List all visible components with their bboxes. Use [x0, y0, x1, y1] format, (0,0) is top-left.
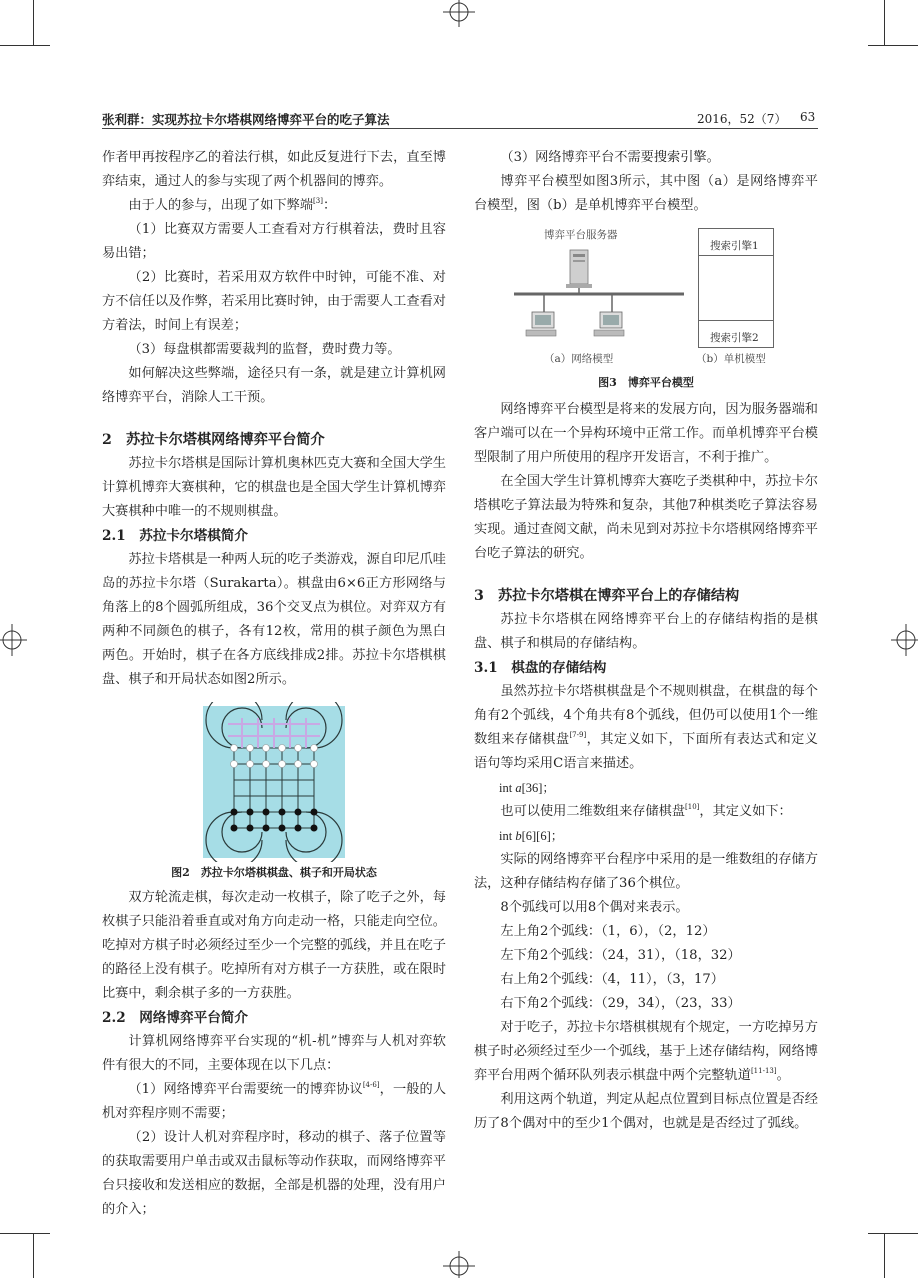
paragraph: 博弈平台模型如图3所示，其中图（a）是网络博弈平台模型，图（b）是单机博弈平台模型。	[474, 174, 818, 213]
paragraph: 双方轮流走棋，每次走动一枚棋子，除了吃子之外，每枚棋子只能沿着垂直或对角方向走动一格，只能走向空位。吃掉对方棋子时必须经过至少一个完整的弧线，并且在吃子的路径上没有棋子。吃掉所有对方棋子一方获胜，或在限时比赛中，剩余棋子多的一方获胜。	[102, 890, 446, 1001]
arc-pair-line: 右下角2个弧线：（29，34），（23，33）	[500, 996, 741, 1011]
citation: [7-9]	[569, 731, 587, 739]
crop-mark-tr-h	[868, 45, 918, 46]
list-item: （3）每盘棋都需要裁判的监督，费时费力等。	[128, 342, 401, 357]
list-item: （3）网络博弈平台不需要搜索引擎。	[500, 150, 720, 165]
running-header-issue: 2016，52（7）	[697, 112, 787, 126]
figure-2-caption: 图2 苏拉卡尔塔棋棋盘、棋子和开局状态	[171, 866, 377, 879]
search-engine-1-label: 搜索引擎1	[710, 240, 759, 252]
paragraph: 由于人的参与，出现了如下弊端[3]：	[128, 197, 337, 213]
list-item: （2）比赛时，若采用双方软件中时钟，可能不准、对方不信任以及作弊，若采用比赛时钟，由于需要人工查看对方着法，时间上有误差；	[102, 270, 446, 333]
subsection-heading: 3.1 棋盘的存储结构	[474, 660, 607, 676]
left-column	[102, 146, 446, 1222]
registration-mark-top	[439, 0, 479, 28]
search-engine-2-label: 搜索引擎2	[710, 332, 759, 344]
header-rule	[102, 128, 818, 129]
paragraph: 对于吃子，苏拉卡尔塔棋棋规有个规定，一方吃掉另方棋子时必须经过至少一个弧线，基于上述存储结构，网络博弈平台用两个循环队列表示棋盘中两个完整轨道[11-13]。	[474, 1020, 818, 1083]
paragraph: 苏拉卡尔塔棋是国际计算机奥林匹克大赛和全国大学生计算机博弈大赛棋种，它的棋盘也是全国大学生计算机博弈大赛棋种中唯一的不规则棋盘。	[102, 456, 446, 519]
paragraph: 网络博弈平台模型是将来的发展方向，因为服务器端和客户端可以在一个异构环境中正常工作。而单机博弈平台模型限制了用户所使用的程序开发语言，不利于推广。	[474, 402, 818, 465]
figure-3-platform-model	[474, 224, 818, 374]
crop-mark-br-v	[884, 1234, 885, 1278]
paragraph: 实际的网络博弈平台程序中采用的是一维数组的存储方法，这种存储结构存储了36个棋位。	[474, 852, 818, 891]
page-number: 63	[800, 110, 816, 124]
code-line: int b[6][6]；	[499, 829, 564, 843]
paragraph: 虽然苏拉卡尔塔棋棋盘是个不规则棋盘，在棋盘的每个角有2个弧线，4个角共有8个弧线，但仍可以使用1个一维数组来存储棋盘[7-9]，其定义如下，下面所有表达式和定义语句等均采用C语言来描述。	[474, 684, 818, 771]
server-icon	[566, 250, 592, 288]
subsection-heading: 2.2 网络博弈平台简介	[102, 1010, 248, 1026]
section-heading: 2 苏拉卡尔塔棋网络博弈平台简介	[102, 432, 325, 448]
code-line: int a[36]；	[499, 781, 555, 795]
paragraph: 如何解决这些弊端，途径只有一条，就是建立计算机网络博弈平台，消除人工干预。	[102, 366, 446, 405]
list-item: （2）设计人机对弈程序时，移动的棋子、落子位置等的获取需要用户单击或双击鼠标等动作获取，而网络博弈平台只接收和发送相应的数据，全部是机器的处理，没有用户的介入；	[102, 1130, 446, 1217]
subfigure-b-label: （b）单机模型	[696, 353, 766, 365]
crop-mark-tr-v	[884, 0, 885, 45]
paragraph: 计算机网络博弈平台实现的“机-机”博弈与人机对弈软件有很大的不同，主要体现在以下几点：	[102, 1034, 446, 1073]
paragraph: 8个弧线可以用8个偶对来表示。	[500, 900, 689, 915]
paragraph: 在全国大学生计算机博弈大赛吃子类棋种中，苏拉卡尔塔棋吃子算法最为特殊和复杂，其他7种棋类吃子算法容易实现。通过查阅文献，尚未见到对苏拉卡尔塔棋网络博弈平台吃子算法的研究。	[474, 474, 818, 561]
citation: [10]	[685, 803, 700, 811]
section-heading: 3 苏拉卡尔塔棋在博弈平台上的存储结构	[474, 588, 740, 604]
network-model-diagram	[514, 244, 684, 344]
figure-2-board	[102, 702, 446, 862]
registration-mark-bottom	[439, 1250, 479, 1278]
paragraph: 作者甲再按程序乙的着法行棋，如此反复进行下去，直至博弈结束，通过人的参与实现了两个机器间的博弈。	[102, 150, 446, 189]
board-grid-purple	[228, 718, 320, 748]
arc-pair-line: 左上角2个弧线：（1，6），（2，12）	[500, 924, 716, 939]
paragraph: 苏拉卡塔棋是一种两人玩的吃子类游戏，源自印尼爪哇岛的苏拉卡尔塔（Surakarta）。棋盘由6×6正方形网络与角落上的8个圆弧所组成，36个交叉点为棋位。对弈双方有两种不同颜色的棋子，各有12枚，常用的棋子颜色为黑白两色。开始时，棋子在各方底线排成2排。苏拉卡尔塔棋棋盘、棋子和开局状态如图2所示。	[102, 552, 446, 687]
crop-mark-tl-h	[0, 45, 50, 46]
crop-mark-bl-v	[33, 1234, 34, 1278]
paragraph: 苏拉卡尔塔棋在网络博弈平台上的存储结构指的是棋盘、棋子和棋局的存储结构。	[474, 612, 818, 651]
figure-3-caption: 图3 博弈平台模型	[598, 376, 694, 389]
crop-mark-bl-h	[0, 1233, 50, 1234]
paragraph: 也可以使用二维数组来存储棋盘[10]，其定义如下：	[500, 803, 792, 819]
citation: [3]	[313, 197, 323, 205]
registration-mark-right	[890, 620, 918, 660]
subsection-heading: 2.1 苏拉卡尔塔棋简介	[102, 528, 248, 544]
subfigure-a-label: （a）网络模型	[544, 353, 614, 365]
arc-pair-line: 左下角2个弧线：（24，31），（18，32）	[500, 948, 741, 963]
list-item: （1）比赛双方需要人工查看对方行棋着法，费时且容易出错；	[102, 222, 446, 261]
registration-mark-left	[0, 620, 28, 660]
crop-mark-br-h	[868, 1233, 918, 1234]
arc-pair-line: 右上角2个弧线：（4，11），（3，17）	[500, 972, 724, 987]
citation: [11-13]	[750, 1067, 777, 1075]
server-label: 博弈平台服务器	[544, 229, 618, 241]
surakarta-board-diagram	[102, 702, 446, 862]
list-item: （1）网络博弈平台需要统一的博弈协议[4-6]，一般的人机对弈程序则不需要；	[102, 1081, 447, 1121]
right-column	[474, 146, 818, 1136]
client-computer-icon	[594, 312, 624, 336]
client-computer-icon	[526, 312, 556, 336]
running-header-author-title: 张利群：实现苏拉卡尔塔棋网络博弈平台的吃子算法	[102, 112, 390, 127]
citation: [4-6]	[362, 1081, 380, 1089]
crop-mark-tl-v	[33, 0, 34, 45]
paragraph: 利用这两个轨道，判定从起点位置到目标点位置是否经历了8个偶对中的至少1个偶对，也就是是否经过了弧线。	[474, 1092, 818, 1131]
